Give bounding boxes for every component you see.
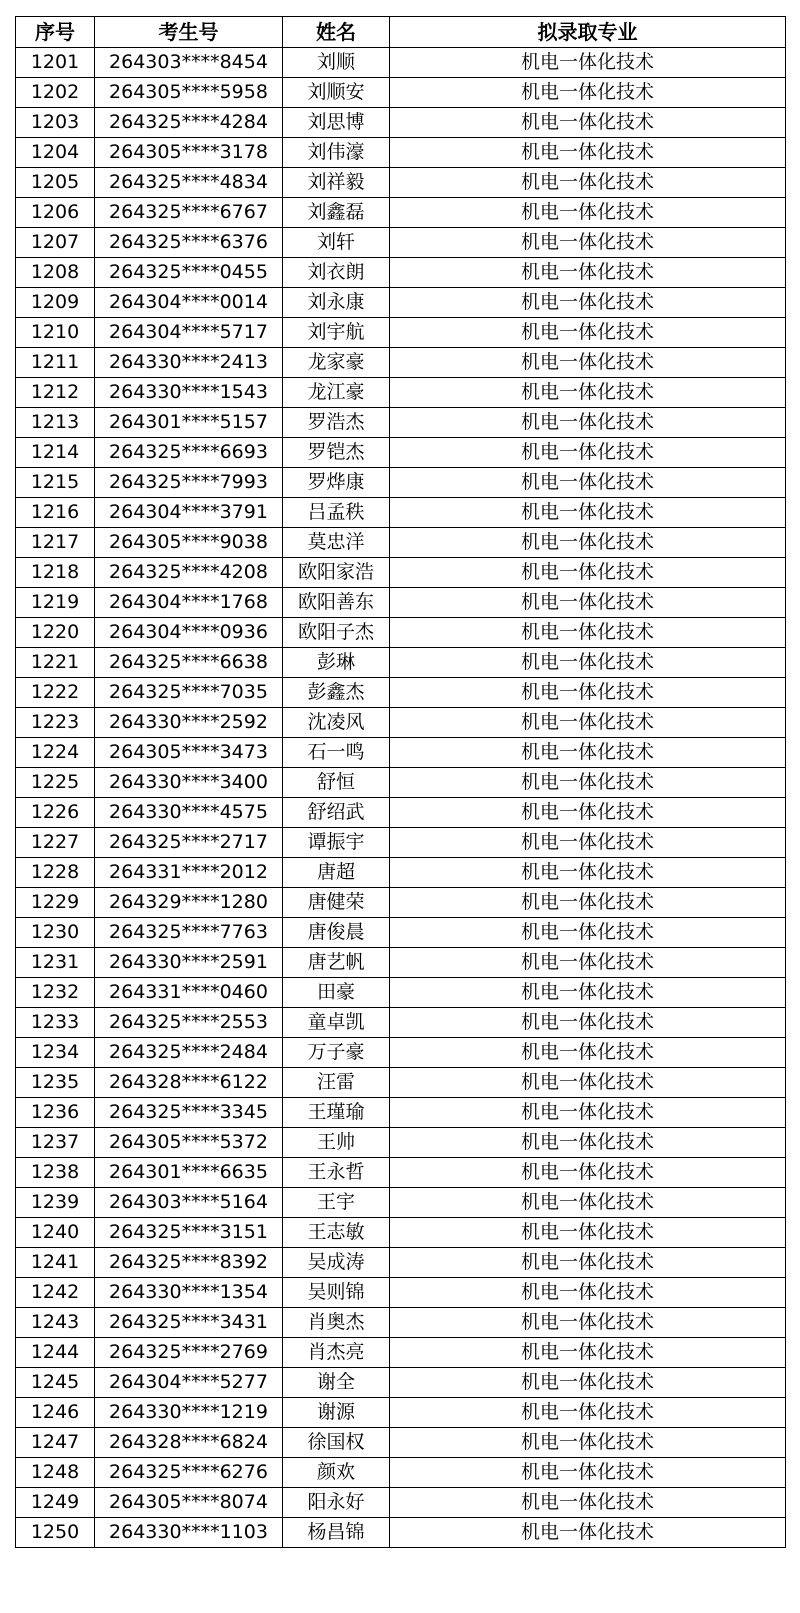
cell-exam-number: 264325****6693 xyxy=(95,438,283,468)
cell-index: 1222 xyxy=(16,678,95,708)
table-row xyxy=(16,1278,786,1308)
table-row xyxy=(16,1158,786,1188)
cell-exam-number: 264325****7035 xyxy=(95,678,283,708)
cell-name: 徐国权 xyxy=(283,1428,390,1458)
cell-name: 欧阳善东 xyxy=(283,588,390,618)
cell-exam-number: 264305****9038 xyxy=(95,528,283,558)
cell-index: 1238 xyxy=(16,1158,95,1188)
cell-index: 1248 xyxy=(16,1458,95,1488)
table-row xyxy=(16,1218,786,1248)
cell-name: 吕孟秩 xyxy=(283,498,390,528)
cell-index: 1205 xyxy=(16,168,95,198)
cell-name: 莫忠洋 xyxy=(283,528,390,558)
cell-exam-number: 264325****2717 xyxy=(95,828,283,858)
cell-major: 机电一体化技术 xyxy=(390,1188,786,1218)
cell-exam-number: 264330****2592 xyxy=(95,708,283,738)
cell-major: 机电一体化技术 xyxy=(390,918,786,948)
table-row xyxy=(16,678,786,708)
cell-name: 刘思博 xyxy=(283,108,390,138)
cell-index: 1232 xyxy=(16,978,95,1008)
cell-name: 汪雷 xyxy=(283,1068,390,1098)
cell-exam-number: 264304****3791 xyxy=(95,498,283,528)
cell-exam-number: 264303****5164 xyxy=(95,1188,283,1218)
table-row xyxy=(16,618,786,648)
table-row xyxy=(16,78,786,108)
table-row xyxy=(16,108,786,138)
cell-name: 肖奥杰 xyxy=(283,1308,390,1338)
cell-major: 机电一体化技术 xyxy=(390,528,786,558)
cell-name: 罗烨康 xyxy=(283,468,390,498)
table-row xyxy=(16,828,786,858)
cell-name: 龙江豪 xyxy=(283,378,390,408)
cell-major: 机电一体化技术 xyxy=(390,888,786,918)
table-row xyxy=(16,288,786,318)
cell-index: 1226 xyxy=(16,798,95,828)
cell-index: 1201 xyxy=(16,48,95,78)
table-row xyxy=(16,1248,786,1278)
cell-index: 1247 xyxy=(16,1428,95,1458)
cell-exam-number: 264325****6376 xyxy=(95,228,283,258)
table-row xyxy=(16,1068,786,1098)
cell-exam-number: 264301****5157 xyxy=(95,408,283,438)
cell-index: 1220 xyxy=(16,618,95,648)
cell-major: 机电一体化技术 xyxy=(390,1218,786,1248)
cell-name: 舒恒 xyxy=(283,768,390,798)
cell-exam-number: 264305****3178 xyxy=(95,138,283,168)
cell-exam-number: 264331****2012 xyxy=(95,858,283,888)
table-row xyxy=(16,1428,786,1458)
cell-exam-number: 264325****6767 xyxy=(95,198,283,228)
table-body xyxy=(16,48,786,1548)
cell-index: 1242 xyxy=(16,1278,95,1308)
cell-major: 机电一体化技术 xyxy=(390,948,786,978)
table-row xyxy=(16,1188,786,1218)
cell-name: 谢全 xyxy=(283,1368,390,1398)
table-row xyxy=(16,1308,786,1338)
cell-name: 刘鑫磊 xyxy=(283,198,390,228)
cell-major: 机电一体化技术 xyxy=(390,1308,786,1338)
cell-major: 机电一体化技术 xyxy=(390,798,786,828)
cell-major: 机电一体化技术 xyxy=(390,168,786,198)
cell-major: 机电一体化技术 xyxy=(390,1368,786,1398)
cell-exam-number: 264330****1354 xyxy=(95,1278,283,1308)
cell-index: 1213 xyxy=(16,408,95,438)
cell-index: 1240 xyxy=(16,1218,95,1248)
cell-name: 石一鸣 xyxy=(283,738,390,768)
cell-major: 机电一体化技术 xyxy=(390,438,786,468)
cell-exam-number: 264330****2591 xyxy=(95,948,283,978)
cell-exam-number: 264325****7993 xyxy=(95,468,283,498)
table-row xyxy=(16,1098,786,1128)
table-row xyxy=(16,1368,786,1398)
cell-major: 机电一体化技术 xyxy=(390,318,786,348)
cell-name: 欧阳家浩 xyxy=(283,558,390,588)
cell-index: 1231 xyxy=(16,948,95,978)
cell-major: 机电一体化技术 xyxy=(390,588,786,618)
cell-exam-number: 264325****6638 xyxy=(95,648,283,678)
cell-major: 机电一体化技术 xyxy=(390,858,786,888)
cell-name: 刘伟濠 xyxy=(283,138,390,168)
cell-exam-number: 264305****5372 xyxy=(95,1128,283,1158)
cell-exam-number: 264325****0455 xyxy=(95,258,283,288)
cell-name: 刘衣朗 xyxy=(283,258,390,288)
table-header-row xyxy=(16,17,786,48)
table-row xyxy=(16,258,786,288)
cell-index: 1250 xyxy=(16,1518,95,1548)
cell-exam-number: 264330****1219 xyxy=(95,1398,283,1428)
table-row xyxy=(16,378,786,408)
cell-major: 机电一体化技术 xyxy=(390,258,786,288)
column-header-index: 序号 xyxy=(16,17,95,48)
table-row xyxy=(16,1488,786,1518)
table-row xyxy=(16,888,786,918)
cell-index: 1229 xyxy=(16,888,95,918)
cell-major: 机电一体化技术 xyxy=(390,288,786,318)
cell-index: 1210 xyxy=(16,318,95,348)
cell-index: 1214 xyxy=(16,438,95,468)
cell-index: 1215 xyxy=(16,468,95,498)
table-row xyxy=(16,528,786,558)
cell-index: 1202 xyxy=(16,78,95,108)
cell-exam-number: 264304****5277 xyxy=(95,1368,283,1398)
cell-exam-number: 264301****6635 xyxy=(95,1158,283,1188)
cell-name: 欧阳子杰 xyxy=(283,618,390,648)
cell-exam-number: 264325****2769 xyxy=(95,1338,283,1368)
cell-exam-number: 264325****4208 xyxy=(95,558,283,588)
cell-major: 机电一体化技术 xyxy=(390,1158,786,1188)
cell-index: 1204 xyxy=(16,138,95,168)
cell-index: 1245 xyxy=(16,1368,95,1398)
cell-index: 1244 xyxy=(16,1338,95,1368)
cell-index: 1243 xyxy=(16,1308,95,1338)
cell-name: 舒绍武 xyxy=(283,798,390,828)
cell-name: 罗铠杰 xyxy=(283,438,390,468)
cell-name: 王永哲 xyxy=(283,1158,390,1188)
cell-exam-number: 264325****2484 xyxy=(95,1038,283,1068)
cell-name: 杨昌锦 xyxy=(283,1518,390,1548)
cell-exam-number: 264325****3431 xyxy=(95,1308,283,1338)
cell-name: 刘永康 xyxy=(283,288,390,318)
cell-index: 1203 xyxy=(16,108,95,138)
cell-major: 机电一体化技术 xyxy=(390,618,786,648)
cell-name: 罗浩杰 xyxy=(283,408,390,438)
cell-name: 唐健荣 xyxy=(283,888,390,918)
cell-exam-number: 264328****6122 xyxy=(95,1068,283,1098)
cell-name: 刘祥毅 xyxy=(283,168,390,198)
cell-index: 1239 xyxy=(16,1188,95,1218)
cell-name: 肖杰亮 xyxy=(283,1338,390,1368)
cell-exam-number: 264330****3400 xyxy=(95,768,283,798)
table-row xyxy=(16,708,786,738)
cell-exam-number: 264330****2413 xyxy=(95,348,283,378)
cell-name: 唐俊晨 xyxy=(283,918,390,948)
table-row xyxy=(16,588,786,618)
cell-major: 机电一体化技术 xyxy=(390,138,786,168)
cell-index: 1207 xyxy=(16,228,95,258)
table-row xyxy=(16,1038,786,1068)
cell-name: 王瑾瑜 xyxy=(283,1098,390,1128)
cell-major: 机电一体化技术 xyxy=(390,48,786,78)
cell-exam-number: 264330****4575 xyxy=(95,798,283,828)
cell-index: 1227 xyxy=(16,828,95,858)
table-row xyxy=(16,1128,786,1158)
cell-index: 1234 xyxy=(16,1038,95,1068)
cell-index: 1209 xyxy=(16,288,95,318)
cell-exam-number: 264325****3345 xyxy=(95,1098,283,1128)
cell-exam-number: 264325****3151 xyxy=(95,1218,283,1248)
cell-exam-number: 264303****8454 xyxy=(95,48,283,78)
table-row xyxy=(16,198,786,228)
cell-major: 机电一体化技术 xyxy=(390,378,786,408)
column-header-major: 拟录取专业 xyxy=(390,17,786,48)
cell-major: 机电一体化技术 xyxy=(390,738,786,768)
cell-major: 机电一体化技术 xyxy=(390,1518,786,1548)
cell-index: 1249 xyxy=(16,1488,95,1518)
cell-exam-number: 264330****1103 xyxy=(95,1518,283,1548)
cell-exam-number: 264328****6824 xyxy=(95,1428,283,1458)
cell-index: 1224 xyxy=(16,738,95,768)
cell-exam-number: 264325****4284 xyxy=(95,108,283,138)
cell-major: 机电一体化技术 xyxy=(390,1458,786,1488)
cell-major: 机电一体化技术 xyxy=(390,1038,786,1068)
cell-index: 1230 xyxy=(16,918,95,948)
cell-index: 1233 xyxy=(16,1008,95,1038)
cell-name: 王帅 xyxy=(283,1128,390,1158)
cell-major: 机电一体化技术 xyxy=(390,1248,786,1278)
table-row xyxy=(16,408,786,438)
cell-major: 机电一体化技术 xyxy=(390,1008,786,1038)
cell-major: 机电一体化技术 xyxy=(390,1278,786,1308)
table-row xyxy=(16,978,786,1008)
cell-name: 唐超 xyxy=(283,858,390,888)
table-row xyxy=(16,48,786,78)
cell-name: 彭鑫杰 xyxy=(283,678,390,708)
cell-major: 机电一体化技术 xyxy=(390,768,786,798)
cell-index: 1241 xyxy=(16,1248,95,1278)
cell-name: 吴成涛 xyxy=(283,1248,390,1278)
table-row xyxy=(16,1338,786,1368)
table-row xyxy=(16,228,786,258)
cell-exam-number: 264304****0936 xyxy=(95,618,283,648)
column-header-exam-number: 考生号 xyxy=(95,17,283,48)
cell-name: 阳永好 xyxy=(283,1488,390,1518)
cell-index: 1246 xyxy=(16,1398,95,1428)
admission-table xyxy=(15,16,786,1548)
cell-name: 刘顺安 xyxy=(283,78,390,108)
cell-index: 1235 xyxy=(16,1068,95,1098)
table-row xyxy=(16,738,786,768)
cell-name: 王宇 xyxy=(283,1188,390,1218)
cell-name: 谭振宇 xyxy=(283,828,390,858)
cell-exam-number: 264330****1543 xyxy=(95,378,283,408)
cell-name: 彭琳 xyxy=(283,648,390,678)
cell-index: 1212 xyxy=(16,378,95,408)
cell-name: 刘宇航 xyxy=(283,318,390,348)
cell-major: 机电一体化技术 xyxy=(390,678,786,708)
cell-name: 谢源 xyxy=(283,1398,390,1428)
table-row xyxy=(16,948,786,978)
cell-index: 1225 xyxy=(16,768,95,798)
cell-exam-number: 264305****5958 xyxy=(95,78,283,108)
cell-index: 1223 xyxy=(16,708,95,738)
cell-index: 1218 xyxy=(16,558,95,588)
cell-index: 1228 xyxy=(16,858,95,888)
cell-name: 王志敏 xyxy=(283,1218,390,1248)
cell-exam-number: 264325****8392 xyxy=(95,1248,283,1278)
cell-exam-number: 264305****3473 xyxy=(95,738,283,768)
cell-major: 机电一体化技术 xyxy=(390,1068,786,1098)
cell-major: 机电一体化技术 xyxy=(390,1398,786,1428)
table-row xyxy=(16,438,786,468)
table-row xyxy=(16,168,786,198)
cell-name: 颜欢 xyxy=(283,1458,390,1488)
table-row xyxy=(16,858,786,888)
cell-index: 1221 xyxy=(16,648,95,678)
table-row xyxy=(16,348,786,378)
table-row xyxy=(16,798,786,828)
cell-index: 1237 xyxy=(16,1128,95,1158)
table-row xyxy=(16,1518,786,1548)
cell-name: 田豪 xyxy=(283,978,390,1008)
cell-exam-number: 264305****8074 xyxy=(95,1488,283,1518)
cell-major: 机电一体化技术 xyxy=(390,1128,786,1158)
cell-exam-number: 264304****5717 xyxy=(95,318,283,348)
cell-major: 机电一体化技术 xyxy=(390,78,786,108)
cell-major: 机电一体化技术 xyxy=(390,1098,786,1128)
cell-index: 1206 xyxy=(16,198,95,228)
cell-index: 1211 xyxy=(16,348,95,378)
cell-name: 唐艺帆 xyxy=(283,948,390,978)
cell-major: 机电一体化技术 xyxy=(390,348,786,378)
cell-major: 机电一体化技术 xyxy=(390,978,786,1008)
table-row xyxy=(16,468,786,498)
cell-major: 机电一体化技术 xyxy=(390,468,786,498)
cell-name: 万子豪 xyxy=(283,1038,390,1068)
table-row xyxy=(16,768,786,798)
cell-exam-number: 264325****2553 xyxy=(95,1008,283,1038)
cell-major: 机电一体化技术 xyxy=(390,408,786,438)
cell-major: 机电一体化技术 xyxy=(390,828,786,858)
cell-major: 机电一体化技术 xyxy=(390,708,786,738)
table-row xyxy=(16,498,786,528)
cell-exam-number: 264325****4834 xyxy=(95,168,283,198)
column-header-name: 姓名 xyxy=(283,17,390,48)
cell-index: 1217 xyxy=(16,528,95,558)
cell-name: 刘轩 xyxy=(283,228,390,258)
table-row xyxy=(16,918,786,948)
table-row xyxy=(16,1398,786,1428)
cell-exam-number: 264331****0460 xyxy=(95,978,283,1008)
cell-exam-number: 264329****1280 xyxy=(95,888,283,918)
cell-index: 1208 xyxy=(16,258,95,288)
cell-major: 机电一体化技术 xyxy=(390,198,786,228)
table-row xyxy=(16,138,786,168)
cell-major: 机电一体化技术 xyxy=(390,498,786,528)
table-row xyxy=(16,1008,786,1038)
cell-major: 机电一体化技术 xyxy=(390,1488,786,1518)
cell-major: 机电一体化技术 xyxy=(390,108,786,138)
cell-index: 1236 xyxy=(16,1098,95,1128)
cell-index: 1216 xyxy=(16,498,95,528)
cell-exam-number: 264304****1768 xyxy=(95,588,283,618)
cell-index: 1219 xyxy=(16,588,95,618)
cell-exam-number: 264325****7763 xyxy=(95,918,283,948)
table-row xyxy=(16,1458,786,1488)
table-row xyxy=(16,318,786,348)
cell-name: 沈凌风 xyxy=(283,708,390,738)
cell-exam-number: 264304****0014 xyxy=(95,288,283,318)
cell-major: 机电一体化技术 xyxy=(390,558,786,588)
cell-name: 龙家豪 xyxy=(283,348,390,378)
cell-major: 机电一体化技术 xyxy=(390,228,786,258)
cell-name: 刘顺 xyxy=(283,48,390,78)
table-row xyxy=(16,558,786,588)
cell-major: 机电一体化技术 xyxy=(390,1338,786,1368)
cell-major: 机电一体化技术 xyxy=(390,648,786,678)
cell-exam-number: 264325****6276 xyxy=(95,1458,283,1488)
cell-name: 童卓凯 xyxy=(283,1008,390,1038)
cell-major: 机电一体化技术 xyxy=(390,1428,786,1458)
cell-name: 吴则锦 xyxy=(283,1278,390,1308)
table-row xyxy=(16,648,786,678)
